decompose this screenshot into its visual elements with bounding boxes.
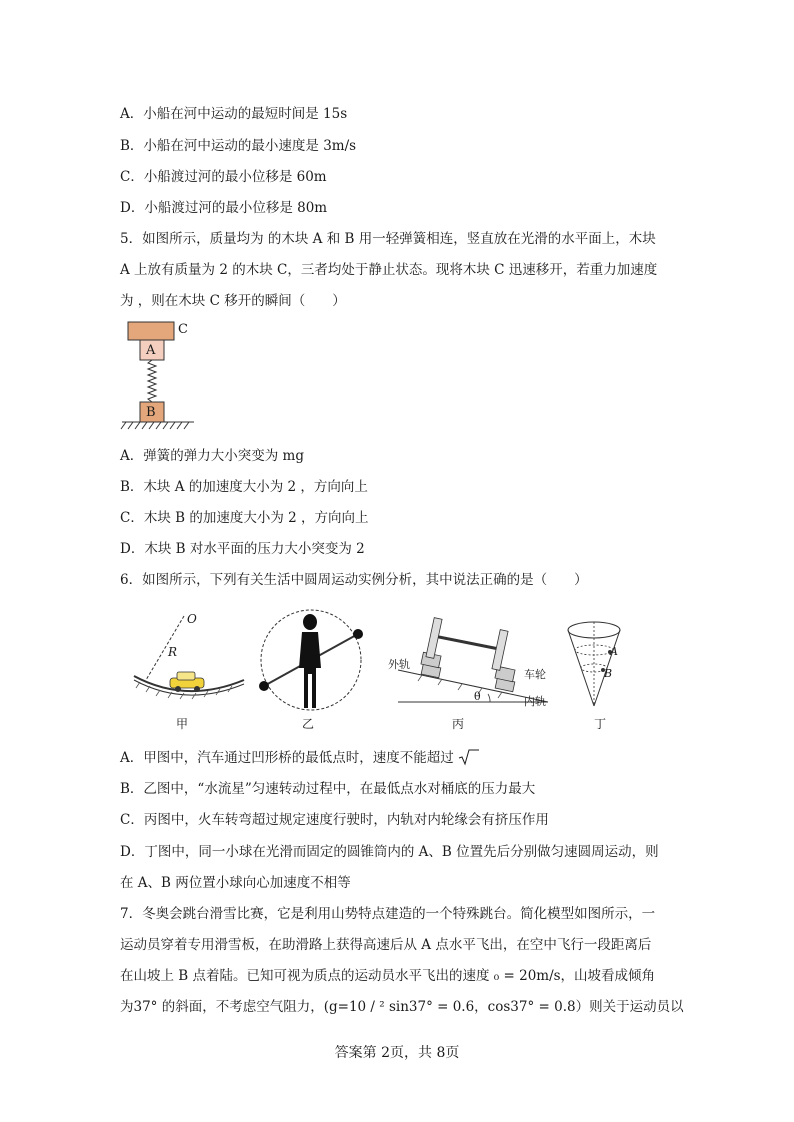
q4-option-c: C．小船渡过河的最小位移是 60m <box>120 169 327 185</box>
sqrt-icon <box>458 748 480 766</box>
label-outer-rail: 外轨 <box>388 658 410 671</box>
q5-stem-line3: 为 ，则在木块 C 移开的瞬间（ ） <box>120 293 346 309</box>
label-o: O <box>187 612 197 626</box>
q6-option-a-text: A．甲图中，汽车通过凹形桥的最低点时，速度不能超过 <box>120 750 454 766</box>
q4-option-d: D．小船渡过河的最小位移是 80m <box>120 200 328 216</box>
label-wheel: 车轮 <box>524 668 546 681</box>
label-ding: 丁 <box>594 717 607 731</box>
q5-stem-line2: A 上放有质量为 2 的木块 C，三者均处于静止状态。现将木块 C 迅速移开，若重力加速度 <box>120 262 658 278</box>
page-footer: 答案第 2页，共 8页 <box>334 1045 460 1061</box>
q6-option-b: B．乙图中，“水流星”匀速转动过程中，在最低点水对桶底的压力最大 <box>120 781 536 797</box>
q5-stem-line1: 5．如图所示，质量均为 的木块 A 和 B 用一轻弹簧相连，竖直放在光滑的水平面上，木块 <box>120 231 656 247</box>
label-theta: θ <box>474 690 481 703</box>
label-yi: 乙 <box>302 717 315 731</box>
q4-option-b: B．小船在河中运动的最小速度是 3m/s <box>120 138 357 154</box>
q5-option-c: C．木块 B 的加速度大小为 2 ，方向向上 <box>120 510 369 526</box>
label-r: R <box>168 645 178 659</box>
block-c-label: C <box>178 322 188 337</box>
q6-option-c: C．丙图中，火车转弯超过规定速度行驶时，内轨对内轮缘会有挤压作用 <box>120 812 549 828</box>
q5-spring-figure <box>118 320 208 436</box>
yi-figure <box>250 608 372 712</box>
q5-option-d: D．木块 B 对水平面的压力大小突变为 2 <box>120 541 365 557</box>
label-bing: 丙 <box>452 717 465 731</box>
q6-option-d: D．丁图中，同一小球在光滑而固定的圆锥筒内的 A、B 位置先后分别做匀速圆周运动，则 <box>120 844 659 860</box>
q7-line3: 在山坡上 B 点着陆。已知可视为质点的运动员水平飞出的速度 ₀ = 20m/s，山坡看成倾角 <box>120 968 656 984</box>
ding-figure <box>564 612 628 712</box>
block-b-label: B <box>146 405 156 420</box>
q6-option-d-cont: 在 A、B 两位置小球向心加速度不相等 <box>120 875 351 891</box>
q5-option-b: B．木块 A 的加速度大小为 2 ，方向向上 <box>120 479 368 495</box>
q7-line4: 为37° 的斜面，不考虑空气阻力，(g=10 / ² sin37° = 0.6，cos37° = 0.8）则关于运动员以 <box>120 999 684 1015</box>
label-b: B <box>604 667 613 680</box>
label-jia: 甲 <box>176 717 189 731</box>
bing-figure <box>392 608 554 704</box>
q7-line1: 7．冬奥会跳台滑雪比赛，它是利用山势特点建造的一个特殊跳台。简化模型如图所示，一 <box>120 906 656 922</box>
q5-option-a: A．弹簧的弹力大小突变为 mg <box>120 448 304 464</box>
label-inner-rail: 内轨 <box>524 695 546 708</box>
block-a-label: A <box>146 343 156 358</box>
q6-option-a <box>120 748 480 768</box>
q4-option-a: A．小船在河中运动的最短时间是 15s <box>120 106 348 122</box>
q6-stem: 6．如图所示，下列有关生活中圆周运动实例分析，其中说法正确的是（ ） <box>120 572 588 588</box>
label-a: A <box>610 645 618 658</box>
q7-line2: 运动员穿着专用滑雪板，在助滑路上获得高速后从 A 点水平飞出，在空中飞行一段距离后 <box>120 937 652 953</box>
